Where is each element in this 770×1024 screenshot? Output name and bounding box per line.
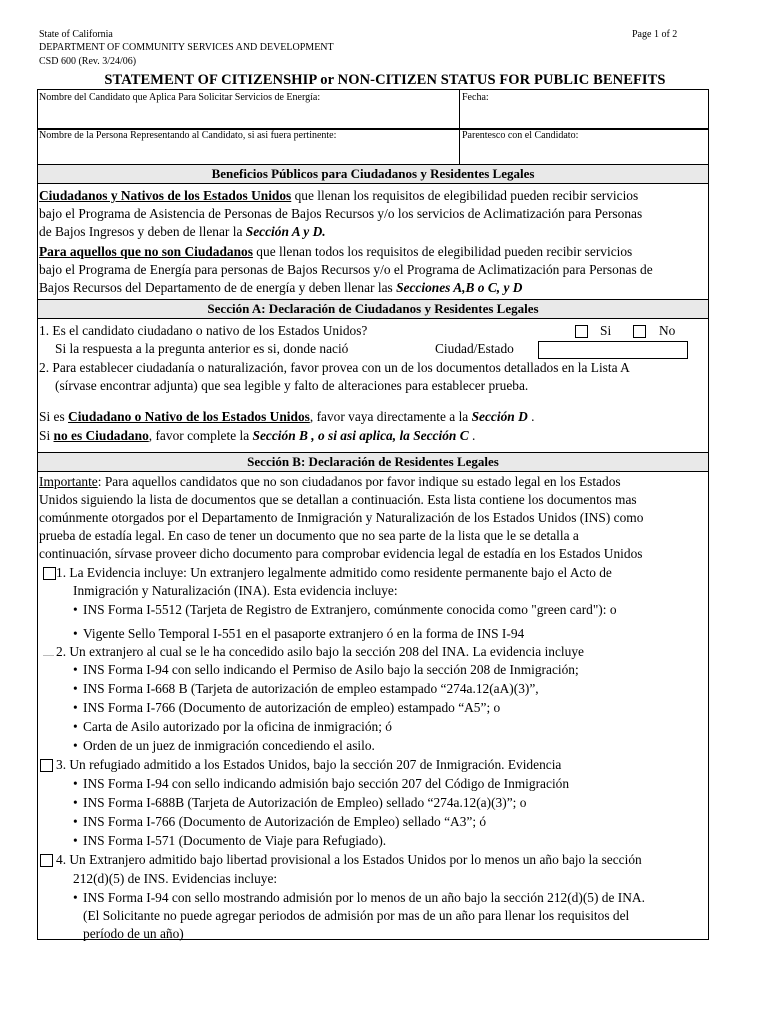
yes-label: Si: [600, 323, 612, 338]
item4-bullet1-text: INS Forma I-94 con sello mostrando admisión por lo menos de un año bajo la sección 212(d)(5) de INA.: [83, 890, 645, 905]
item2-bullet4-text: Carta de Asilo autorizado por la oficina de inmigración; ó: [83, 719, 393, 734]
item2-line1: 2. Un extranjero al cual se le ha concedido asilo bajo la sección 208 del INA. La evidencia incluye: [56, 644, 584, 659]
item3-bullet3: • INS Forma I-766 (Documento de Autorización de Empleo) sellado “A3”; ó: [73, 814, 487, 829]
item4-bullet1-line2: (El Solicitante no puede agregar periodos de admisión por mas de un año para llenar los requisitos del: [83, 908, 630, 923]
item1-bullet2-text: Vigente Sello Temporal I-551 en el pasaporte extranjero ó en la forma de INS I-94: [83, 626, 525, 641]
applicant-name-field[interactable]: [39, 104, 457, 128]
ni-a: Si: [39, 428, 54, 443]
benefits-header: Beneficios Públicos para Ciudadanos y Residentes Legales: [38, 164, 708, 184]
date-field[interactable]: [462, 104, 706, 128]
item3-bullet1-text: INS Forma I-94 con sello indicando admisión bajo sección 207 del Código de Inmigración: [83, 776, 570, 791]
item1-checkbox[interactable]: [43, 567, 56, 580]
important-line3: comúnmente otorgados por el Departamento de Inmigración y Naturalización de los Estados Unidos (INS) como: [39, 510, 644, 525]
ni-d: Sección B , o si asi aplica, la Sección C: [252, 428, 469, 443]
item4-line1: 4. Un Extranjero admitido bajo libertad provisional a los Estados Unidos por lo menos un año bajo la sección: [56, 852, 642, 867]
important-line5: continuación, sírvase proveer dicho documento para comprobar evidencia legal de estadía en los Estados Unidos: [39, 546, 643, 561]
benefits-p1-line1: [39, 187, 638, 206]
section-a-citizen-instruction: [39, 408, 534, 427]
item1-bullet1-text: INS Forma I-5512 (Tarjeta de Registro de Extranjero, comúnmente conocida como "green card"): o: [83, 602, 617, 617]
ci-a: Si es: [39, 409, 69, 424]
item4-bullet1: • INS Forma I-94 con sello mostrando admisión por lo menos de un año bajo la sección 212(d)(5) de INA.: [73, 890, 645, 905]
item2-bullet5: • Orden de un juez de inmigración concediendo el asilo.: [73, 738, 375, 753]
date-label: Fecha:: [462, 92, 489, 103]
item3-bullet4: • INS Forma I-571 (Documento de Viaje para Refugiado).: [73, 833, 387, 848]
city-state-label: Ciudad/Estado: [435, 341, 514, 356]
form-id: CSD 600 (Rev. 3/24/06): [39, 56, 137, 67]
important-line4: prueba de estadía legal. En caso de tener un documento que no sea parte de la lista que le se detalla a: [39, 528, 579, 543]
department-label: DEPARTMENT OF COMMUNITY SERVICES AND DEVELOPMENT: [39, 42, 334, 53]
applicant-name-label: Nombre del Candidato que Aplica Para Solicitar Servicios de Energía:: [39, 92, 321, 103]
no-label: No: [659, 323, 676, 338]
important-text: : Para aquellos candidatos que no son ciudadanos por favor indique su estado legal en los Estados: [97, 474, 621, 489]
section-b-header: Sección B: Declaración de Residentes Legales: [38, 452, 708, 472]
item2-bullet1: • INS Forma I-94 con sello indicando el Permiso de Asilo bajo la sección 208 de Inmigración;: [73, 662, 579, 677]
item2-bullet1-text: INS Forma I-94 con sello indicando el Permiso de Asilo bajo la sección 208 de Inmigración;: [83, 662, 579, 677]
section-a-q2-line2: (sírvase encontrar adjunta) que sea legible y falto de alteraciones para establecer prueba.: [55, 378, 529, 393]
relationship-label: Parentesco con el Candidato:: [462, 130, 579, 141]
benefits-p1-l3b: Sección A y D.: [245, 224, 326, 239]
item3-bullet1: • INS Forma I-94 con sello indicando admisión bajo sección 207 del Código de Inmigración: [73, 776, 570, 791]
item4-bullet1-line3: período de un año): [83, 926, 184, 941]
page-number: Page 1 of 2: [632, 29, 678, 40]
item1-bullet2: • Vigente Sello Temporal I-551 en el pasaporte extranjero ó en la forma de INS I-94: [73, 626, 525, 641]
city-state-input[interactable]: [538, 341, 688, 359]
item4-line2: 212(d)(5) de INS. Evidencias incluye:: [73, 871, 278, 886]
item3-bullet3-text: INS Forma I-766 (Documento de Autorización de Empleo) sellado “A3”; ó: [83, 814, 487, 829]
section-a-q1: 1. Es el candidato ciudadano o nativo de los Estados Unidos?: [39, 323, 368, 338]
item1-line1: 1. La Evidencia incluye: Un extranjero legalmente admitido como residente permanente bajo el Acto de: [56, 565, 612, 580]
ci-b: Ciudadano o Nativo de los Estados Unidos: [68, 409, 310, 424]
ci-d: Sección D: [471, 409, 528, 424]
page-title: STATEMENT OF CITIZENSHIP or NON-CITIZEN STATUS FOR PUBLIC BENEFITS: [104, 72, 666, 88]
benefits-p1-text: que llenan los requisitos de elegibilidad pueden recibir servicios: [291, 188, 639, 203]
item3-checkbox[interactable]: [40, 759, 53, 772]
item2-bullet3: • INS Forma I-766 (Documento de autorización de empleo) estampado “A5”; o: [73, 700, 501, 715]
item2-bullet3-text: INS Forma I-766 (Documento de autorización de empleo) estampado “A5”; o: [83, 700, 501, 715]
item2-bullet2-text: INS Forma I-668 B (Tarjeta de autorización de empleo estampado “274a.12(aA)(3)”,: [83, 681, 539, 696]
benefits-p2-l3a: Bajos Recursos del Departamento de de energía y deben llenar las: [39, 280, 397, 295]
item4-checkbox[interactable]: [40, 854, 53, 867]
benefits-p1-line2: bajo el Programa de Asistencia de Personas de Bajos Recursos y/o los servicios de Aclimatización para Personas: [39, 206, 643, 221]
item1-line2: Inmigración y Naturalización (INA). Esta evidencia incluye:: [73, 583, 398, 598]
item3-line1: 3. Un refugiado admitido a los Estados Unidos, bajo la sección 207 de Inmigración. Evidencia: [56, 757, 562, 772]
item3-bullet2: • INS Forma I-688B (Tarjeta de Autorización de Empleo) sellado “274a.12(a)(3)”; o: [73, 795, 527, 810]
item2-bullet2: • INS Forma I-668 B (Tarjeta de autorización de empleo estampado “274a.12(aA)(3)”,: [73, 681, 539, 696]
ci-e: .: [527, 409, 535, 424]
form-frame: [37, 89, 709, 940]
item3-bullet4-text: INS Forma I-571 (Documento de Viaje para Refugiado).: [83, 833, 387, 848]
benefits-p2-line2: bajo el Programa de Energía para personas de Bajos Recursos y/o el Programa de Aclimatización para Personas de: [39, 262, 653, 277]
benefits-p1-line3: [39, 223, 326, 242]
benefits-p1-l3a: de Bajos Ingresos y deben de llenar la: [39, 224, 246, 239]
representative-label: Nombre de la Persona Representando al Candidato, si asi fuera pertinente:: [39, 130, 337, 141]
ni-b: no es Ciudadano: [53, 428, 149, 443]
item1-bullet1: • INS Forma I-5512 (Tarjeta de Registro de Extranjero, comúnmente conocida como "green card"): o: [73, 602, 617, 617]
ni-e: .: [468, 428, 476, 443]
section-a-q2-line1: 2. Para establecer ciudadanía o naturalización, favor provea con un de los documentos detallados en la Lista A: [39, 360, 630, 375]
section-a-noncitizen-instruction: [39, 427, 475, 446]
benefits-p2-line3: [39, 279, 522, 298]
item3-bullet2-text: INS Forma I-688B (Tarjeta de Autorización de Empleo) sellado “274a.12(a)(3)”; o: [83, 795, 527, 810]
ci-c: , favor vaya directamente a la: [309, 409, 472, 424]
section-a-header: Sección A: Declaración de Ciudadanos y Residentes Legales: [38, 299, 708, 319]
no-checkbox[interactable]: [633, 325, 646, 338]
benefits-p2-text: que llenan todos los requisitos de elegibilidad pueden recibir servicios: [252, 244, 633, 259]
item2-bullet5-text: Orden de un juez de inmigración concediendo el asilo.: [83, 738, 375, 753]
state-label: State of California: [39, 29, 113, 40]
item2-checkbox[interactable]: [43, 655, 54, 656]
item2-bullet4: • Carta de Asilo autorizado por la oficina de inmigración; ó: [73, 719, 393, 734]
relationship-field[interactable]: [462, 142, 706, 164]
important-label: Importante: [39, 474, 98, 489]
representative-field[interactable]: [39, 142, 457, 164]
section-a-q1b: Si la respuesta a la pregunta anterior es si, donde nació: [55, 341, 349, 356]
yes-checkbox[interactable]: [575, 325, 588, 338]
benefits-p2-l3b: Secciones A,B o C, y D: [396, 280, 523, 295]
citizens-heading: Ciudadanos y Nativos de los Estados Unidos: [39, 188, 292, 203]
ni-c: , favor complete la: [148, 428, 253, 443]
important-line2: Unidos siguiendo la lista de documentos que se detallan a continuación. Esta lista contiene los documentos mas: [39, 492, 637, 507]
important-line1: [39, 473, 621, 492]
non-citizens-heading: Para aquellos que no son Ciudadanos: [39, 244, 253, 259]
benefits-p2-line1: [39, 243, 632, 262]
